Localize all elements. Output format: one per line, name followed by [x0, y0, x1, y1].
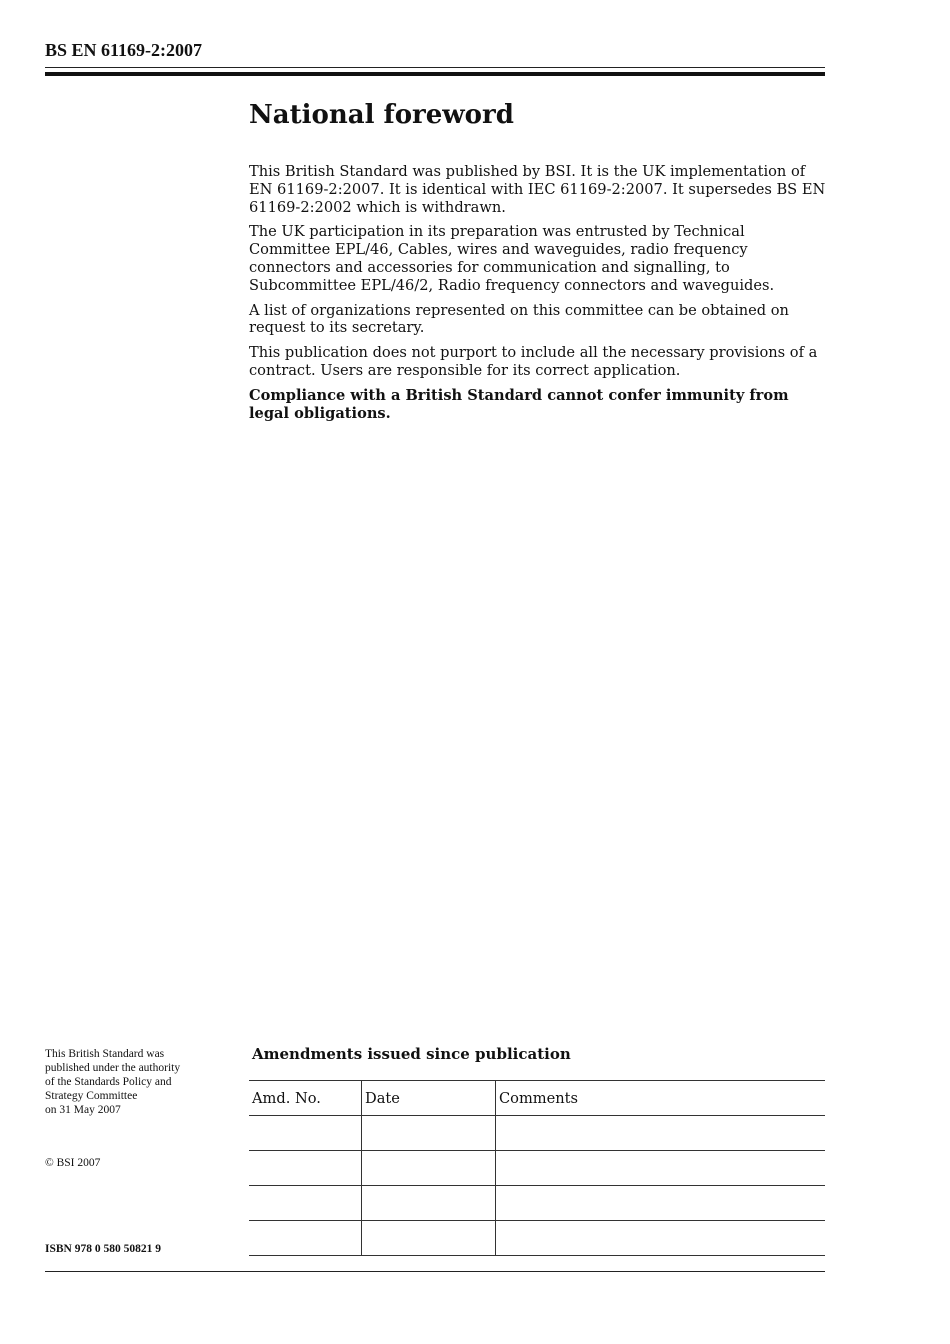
date-cell [362, 1151, 496, 1186]
table-row [249, 1116, 825, 1151]
date-cell [362, 1221, 496, 1256]
page-title: National foreword [249, 100, 514, 130]
header-rule-thin [45, 67, 825, 68]
date-cell [362, 1186, 496, 1221]
amd-no-cell [249, 1151, 362, 1186]
isbn: ISBN 978 0 580 50821 9 [45, 1243, 161, 1255]
foreword-paragraph: This publication does not purport to include all the necessary provisions of a contract. Users are responsible for its correct application. [249, 344, 818, 379]
table-row [249, 1186, 825, 1221]
date-cell [362, 1116, 496, 1151]
comments-cell [496, 1186, 826, 1221]
amd-no-cell [249, 1221, 362, 1256]
foreword-paragraph: A list of organizations represented on this committee can be obtained on request to its secretary. [249, 301, 789, 337]
publication-note-line: Strategy Committee [45, 1090, 138, 1102]
column-header-amd-no: Amd. No. [249, 1081, 362, 1116]
amendments-title: Amendments issued since publication [252, 1045, 571, 1063]
amd-no-cell [249, 1116, 362, 1151]
amendments-table [249, 1080, 825, 1256]
publication-note-line: This British Standard was [45, 1048, 165, 1060]
column-header-comments: Comments [496, 1081, 826, 1116]
compliance-notice: Compliance with a British Standard cannot confer immunity from legal obligations. [249, 386, 789, 422]
table-row [249, 1151, 825, 1186]
amd-no-cell [249, 1186, 362, 1221]
footer-rule [45, 1271, 825, 1272]
table-row [249, 1221, 825, 1256]
header-rule-thick [45, 72, 825, 76]
publication-note [45, 1047, 235, 1117]
publication-note-line: published under the authority [45, 1062, 181, 1074]
amendments-header-row [249, 1081, 825, 1116]
foreword-paragraph: This British Standard was published by BSI. It is the UK implementation of EN 61169-2:2007. It is identical with IEC 61169-2:2007. It supersedes BS EN 61169-2:2002 which is withdrawn. [249, 163, 826, 216]
foreword-paragraph: The UK participation in its preparation was entrusted by Technical Committee EPL/46, Cables, wires and waveguides, radio frequency connectors and accessories for communication and signalling, to Subcommittee EPL/46/2, Radio frequency connectors and waveguides. [249, 223, 775, 294]
foreword-body [249, 163, 827, 429]
publication-note-line: of the Standards Policy and [45, 1076, 172, 1088]
column-header-date: Date [362, 1081, 496, 1116]
comments-cell [496, 1221, 826, 1256]
comments-cell [496, 1151, 826, 1186]
standard-code: BS EN 61169-2:2007 [45, 40, 203, 60]
comments-cell [496, 1116, 826, 1151]
copyright: © BSI 2007 [45, 1157, 101, 1169]
publication-note-line: on 31 May 2007 [45, 1104, 121, 1116]
